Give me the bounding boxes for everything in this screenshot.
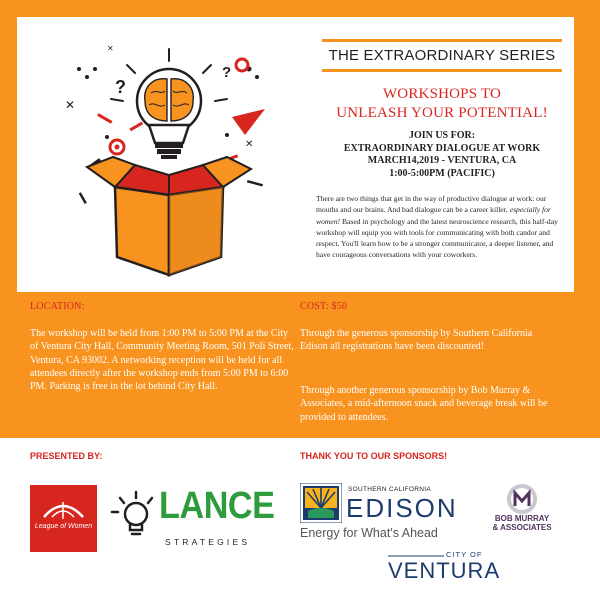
- description-part-1: There are two things that get in the way of productive dialogue at work: our mouths and our brains. And bad dialogue can be a career killer,: [316, 194, 547, 215]
- location-heading: LOCATION:: [30, 301, 85, 312]
- headline: [317, 85, 567, 123]
- event-time: 1:00-5:00PM (PACIFIC): [389, 167, 495, 179]
- svg-text:✕: ✕: [65, 98, 76, 112]
- brain-lightbulb-box-illustration: [17, 17, 307, 292]
- bob-murray-line-1: BOB MURRAY: [494, 514, 550, 523]
- edison-tagline: Energy for What's Ahead: [300, 526, 438, 540]
- description-emphasis: especially for women!: [316, 205, 551, 226]
- lance-wordmark: LANCE: [159, 485, 275, 527]
- location-text: The workshop will be held from 1:00 PM to 5:00 PM at the City of Ventura City Hall, Community Meeting Room, 501 Poli Street, Ventura, CA 93002. A networking reception will be held for all attendees directly after the workshop ends from 5:00 PM to 6:00 PM. Parking is free in the lot behind City Hall.: [30, 328, 294, 393]
- bob-murray-line-2: & ASSOCIATES: [492, 523, 552, 532]
- event-card: [17, 17, 574, 292]
- headline-line-1: WORKSHOPS TO: [382, 86, 502, 102]
- edison-region: SOUTHERN CALIFORNIA: [348, 486, 431, 493]
- edison-wordmark: EDISON: [346, 493, 458, 523]
- svg-text:✕: ✕: [107, 44, 114, 53]
- description-part-2: Based in psychology and the latest neuroscience research, this half-day workshop will equip you with tools for communicating with both candor and respect. You'll learn how to be a stronger communicator, a deeper listener, and have courageous conversations with your coworkers.: [316, 216, 558, 260]
- event-description: [316, 193, 566, 261]
- ventura-wordmark: VENTURA: [388, 558, 501, 583]
- cost-text-1: Through the generous sponsorship by Southern California Edison all registrations have been discounted!: [300, 328, 533, 353]
- event-details: [317, 130, 567, 180]
- event-title: EXTRAORDINARY DIALOGUE AT WORK: [343, 142, 541, 154]
- cost-heading: COST: $50: [300, 301, 348, 312]
- headline-line-2: UNLEASH YOUR POTENTIAL!: [336, 105, 548, 121]
- series-bottom-rule: [322, 69, 562, 72]
- ventura-city-of: CITY OF: [446, 550, 483, 559]
- svg-text:?: ?: [222, 64, 232, 81]
- league-of-women-voters-logo: [30, 485, 97, 552]
- event-date-location: MARCH14,2019 - VENTURA, CA: [367, 155, 517, 166]
- series-title: THE EXTRAORDINARY SERIES: [328, 47, 556, 64]
- bob-murray-wordmark: [480, 514, 564, 532]
- series-top-rule: [322, 39, 562, 42]
- edison-sun-icon: [300, 483, 342, 523]
- svg-text:?: ?: [115, 77, 126, 97]
- lightbulb-icon: [110, 490, 162, 536]
- svg-text:✕: ✕: [245, 139, 254, 150]
- presented-by-heading: PRESENTED BY:: [30, 451, 103, 461]
- cost-text-2: Through another generous sponsorship by Bob Murray & Associates, a mid-afternoon snack and beverage break will be provided to attendees.: [300, 385, 548, 423]
- sponsors-heading: THANK YOU TO OUR SPONSORS!: [300, 451, 448, 461]
- event-join: JOIN US FOR:: [408, 130, 476, 141]
- lwv-label: League of Women: [34, 523, 93, 530]
- umbrella-icon: [30, 485, 97, 525]
- lance-strategies-sub: STRATEGIES: [165, 537, 251, 547]
- bob-murray-m-icon: [506, 484, 538, 514]
